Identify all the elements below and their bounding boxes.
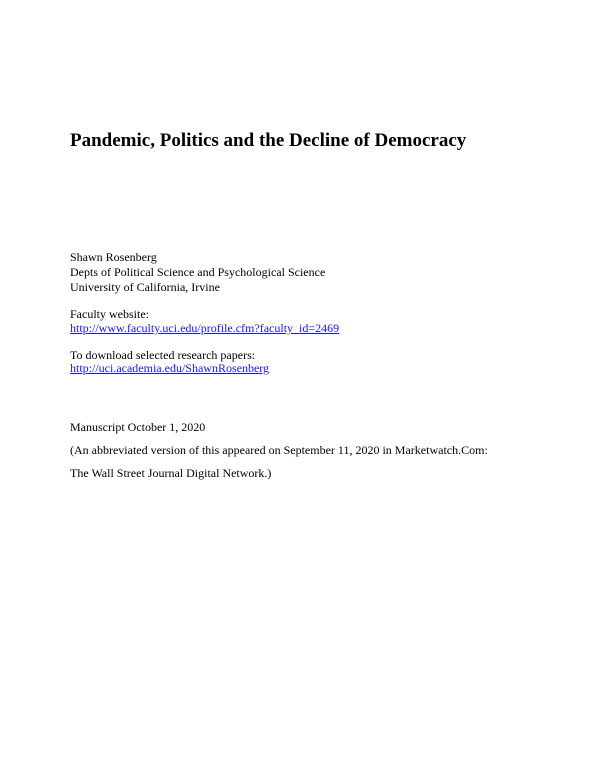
publication-note-line-1: (An abbreviated version of this appeared on September 11, 2020 in Marketwatch.Com: xyxy=(70,443,488,457)
faculty-website-link[interactable]: http://www.faculty.uci.edu/profile.cfm?faculty_id=2469 xyxy=(70,321,340,335)
author-institution: University of California, Irvine xyxy=(70,280,220,294)
faculty-website-label: Faculty website: xyxy=(70,307,149,321)
publication-note-line-2: The Wall Street Journal Digital Network.) xyxy=(70,466,272,480)
research-papers-link-line xyxy=(70,361,269,376)
document-title: Pandemic, Politics and the Decline of Democracy xyxy=(70,130,467,151)
author-name: Shawn Rosenberg xyxy=(70,250,157,264)
research-papers-label: To download selected research papers: xyxy=(70,348,256,362)
research-papers-link[interactable]: http://uci.academia.edu/ShawnRosenberg xyxy=(70,361,270,375)
author-department: Depts of Political Science and Psychological Science xyxy=(70,265,326,279)
faculty-website-link-line xyxy=(70,321,339,336)
manuscript-date: Manuscript October 1, 2020 xyxy=(70,420,206,434)
